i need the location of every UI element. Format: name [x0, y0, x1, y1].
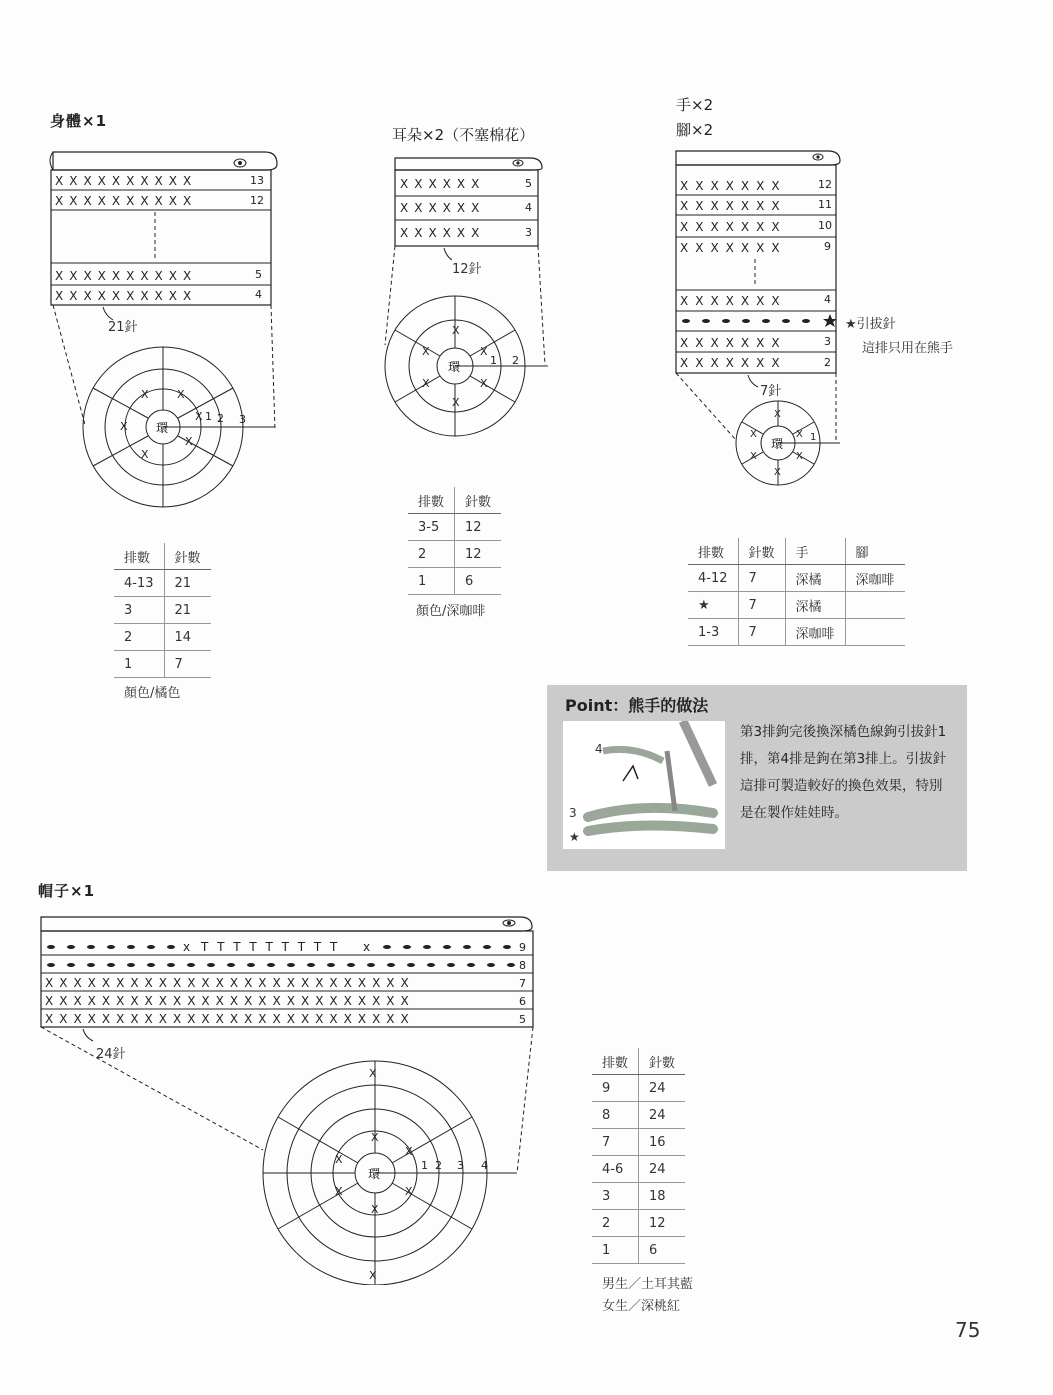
cell: 7 [592, 1129, 639, 1156]
limbs-center-label: 環 [771, 437, 784, 451]
hat-table-header: 排數 [592, 1048, 639, 1075]
table-row [592, 1129, 685, 1156]
limbs-diagram [668, 145, 848, 490]
ears-diagram [380, 150, 560, 440]
hat-center-label: 環 [368, 1167, 381, 1181]
cell: 2 [114, 624, 164, 651]
svg-text:X: X [750, 451, 757, 462]
cell: 3 [114, 597, 164, 624]
cell: 6 [639, 1237, 686, 1264]
table-row [114, 570, 211, 597]
hands-title: 手×2 [676, 96, 714, 114]
svg-text:7: 7 [519, 977, 526, 990]
cell: 21 [164, 570, 211, 597]
ears-table-header: 針數 [455, 487, 502, 514]
cell: 24 [639, 1075, 686, 1102]
cell: 7 [164, 651, 211, 678]
cell: 21 [164, 597, 211, 624]
body-table [114, 543, 211, 678]
svg-text:x: x [363, 940, 371, 954]
svg-text:1: 1 [490, 354, 497, 367]
table-row [592, 1102, 685, 1129]
page-number: 75 [955, 1318, 981, 1342]
point-fig-label: 4 [595, 742, 603, 756]
cell [845, 592, 905, 619]
svg-text:X: X [796, 429, 803, 440]
svg-text:3: 3 [457, 1159, 464, 1172]
svg-text:X: X [185, 435, 193, 448]
table-row [592, 1156, 685, 1183]
svg-text:X: X [371, 1203, 379, 1216]
svg-text:XXXXXXXXXX: XXXXXXXXXX [55, 289, 198, 303]
feet-title: 腳×2 [676, 121, 714, 139]
svg-text:XXXXXX: XXXXXX [400, 201, 486, 215]
hat-table-header: 針數 [639, 1048, 686, 1075]
svg-text:XXXXXXXXXXXXXXXXXXXXXXXXXX: XXXXXXXXXXXXXXXXXXXXXXXXXX [45, 994, 415, 1008]
svg-text:3: 3 [525, 226, 532, 239]
cell: 12 [455, 514, 502, 541]
svg-text:X: X [195, 410, 203, 423]
hat-color-boy: 男生／土耳其藍 [602, 1277, 694, 1292]
svg-text:10: 10 [818, 219, 832, 232]
svg-text:X: X [750, 429, 757, 440]
ears-center-label: 環 [448, 360, 461, 374]
svg-text:X: X [369, 1269, 377, 1282]
svg-text:12: 12 [818, 178, 832, 191]
table-row [592, 1075, 685, 1102]
svg-text:XXXXXXX: XXXXXXX [680, 294, 787, 308]
limbs-table-header: 腳 [845, 538, 905, 565]
point-illustration [563, 721, 725, 849]
svg-text:X: X [796, 451, 803, 462]
svg-text:XXXXXXX: XXXXXXX [680, 220, 787, 234]
svg-text:X: X [422, 345, 430, 358]
svg-text:X: X [335, 1153, 343, 1166]
cell: 7 [738, 565, 785, 592]
svg-text:X: X [405, 1145, 413, 1158]
svg-text:11: 11 [818, 198, 832, 211]
cell: 8 [592, 1102, 639, 1129]
point-fig-label: 3 [569, 806, 577, 820]
cell: 18 [639, 1183, 686, 1210]
limbs-table [688, 538, 905, 646]
cell: 深咖啡 [845, 565, 905, 592]
cell: ★ [688, 592, 738, 619]
cell: 24 [639, 1102, 686, 1129]
hat-diagram [35, 905, 545, 1285]
svg-text:X: X [369, 1067, 377, 1080]
svg-text:XXXXXX: XXXXXX [400, 177, 486, 191]
svg-text:2: 2 [512, 354, 519, 367]
table-row [114, 651, 211, 678]
hat-color-girl: 女生／深桃紅 [602, 1299, 681, 1314]
point-text: 第3排鉤完後換深橘色線鉤引拔針1排，第4排是鉤在第3排上。引拔針這排可製造較好的換色效果，特別是在製作娃娃時。 [740, 724, 947, 821]
body-diagram [45, 140, 285, 510]
cell: 12 [455, 541, 502, 568]
table-row [592, 1210, 685, 1237]
cell: 14 [164, 624, 211, 651]
svg-text:X: X [774, 409, 781, 420]
svg-text:8: 8 [519, 959, 526, 972]
cell: 1 [114, 651, 164, 678]
svg-text:X: X [335, 1185, 343, 1198]
ears-title: 耳朵×2（不塞棉花） [392, 126, 535, 144]
svg-text:X: X [371, 1131, 379, 1144]
cell: 4-12 [688, 565, 738, 592]
svg-text:4: 4 [255, 288, 262, 301]
svg-text:5: 5 [255, 268, 262, 281]
cell: 3 [592, 1183, 639, 1210]
svg-text:X: X [480, 377, 488, 390]
table-row [592, 1183, 685, 1210]
hat-stitch-count: 24針 [96, 1047, 126, 1062]
svg-text:6: 6 [519, 995, 526, 1008]
cell: 6 [455, 568, 502, 595]
point-fig-label: ★ [569, 830, 580, 844]
hat-title: 帽子×1 [38, 882, 96, 900]
svg-text:13: 13 [250, 174, 264, 187]
svg-text:x: x [183, 940, 191, 954]
limbs-stitch-count: 7針 [760, 384, 782, 399]
cell: 9 [592, 1075, 639, 1102]
ears-color-note: 顏色/深咖啡 [416, 604, 486, 619]
svg-text:X: X [141, 448, 149, 461]
svg-text:X: X [774, 467, 781, 478]
ears-stitch-count: 12針 [452, 262, 482, 277]
body-table-header: 針數 [164, 543, 211, 570]
hat-table [592, 1048, 685, 1264]
cell [845, 619, 905, 646]
cell: 深橘 [785, 565, 845, 592]
cell: 7 [738, 592, 785, 619]
svg-text:1: 1 [421, 1159, 428, 1172]
table-row [408, 568, 501, 595]
point-box [547, 685, 967, 871]
limbs-table-header: 手 [785, 538, 845, 565]
svg-text:X: X [452, 324, 460, 337]
svg-text:X: X [177, 388, 185, 401]
cell: 2 [408, 541, 455, 568]
svg-text:1: 1 [810, 432, 817, 443]
slip-stitch-label: ★引拔針 [845, 317, 896, 332]
svg-text:4: 4 [525, 201, 532, 214]
svg-text:XXXXXXX: XXXXXXX [680, 356, 787, 370]
svg-text:XXXXXXXXXXXXXXXXXXXXXXXXXX: XXXXXXXXXXXXXXXXXXXXXXXXXX [45, 976, 415, 990]
svg-text:XXXXXX: XXXXXX [400, 226, 486, 240]
svg-text:1: 1 [205, 410, 212, 423]
table-row [688, 565, 905, 592]
svg-text:2: 2 [435, 1159, 442, 1172]
cell: 1 [592, 1237, 639, 1264]
limbs-table-header: 針數 [738, 538, 785, 565]
ears-table [408, 487, 501, 595]
svg-text:XXXXXXX: XXXXXXX [680, 241, 787, 255]
ears-table-header: 排數 [408, 487, 455, 514]
cell: 12 [639, 1210, 686, 1237]
svg-text:X: X [120, 420, 128, 433]
svg-text:9: 9 [519, 941, 526, 954]
cell: 1 [408, 568, 455, 595]
svg-text:2: 2 [824, 356, 831, 369]
svg-text:3: 3 [239, 413, 246, 426]
svg-text:X: X [480, 345, 488, 358]
cell: 3-5 [408, 514, 455, 541]
cell: 深橘 [785, 592, 845, 619]
svg-text:XXXXXXXXXX: XXXXXXXXXX [55, 269, 198, 283]
svg-text:4: 4 [824, 293, 831, 306]
limbs-table-header: 排數 [688, 538, 738, 565]
table-row [688, 592, 905, 619]
cell: 7 [738, 619, 785, 646]
svg-text:TTTTTTTTT: TTTTTTTTT [201, 940, 347, 954]
cell: 深咖啡 [785, 619, 845, 646]
table-row [408, 514, 501, 541]
svg-text:X: X [422, 377, 430, 390]
svg-text:9: 9 [824, 240, 831, 253]
svg-text:5: 5 [519, 1013, 526, 1026]
svg-text:12: 12 [250, 194, 264, 207]
svg-text:5: 5 [525, 177, 532, 190]
svg-text:4: 4 [481, 1159, 488, 1172]
body-center-label: 環 [156, 421, 169, 435]
table-row [688, 619, 905, 646]
svg-text:XXXXXXXXXX: XXXXXXXXXX [55, 174, 198, 188]
svg-text:XXXXXXXXXX: XXXXXXXXXX [55, 194, 198, 208]
cell: 1-3 [688, 619, 738, 646]
body-table-header: 排數 [114, 543, 164, 570]
svg-text:XXXXXXX: XXXXXXX [680, 336, 787, 350]
body-title: 身體×1 [50, 112, 108, 130]
body-stitch-count: 21針 [108, 320, 138, 335]
svg-text:X: X [141, 388, 149, 401]
cell: 4-6 [592, 1156, 639, 1183]
table-row [592, 1237, 685, 1264]
table-row [114, 597, 211, 624]
svg-text:X: X [405, 1185, 413, 1198]
svg-text:XXXXXXX: XXXXXXX [680, 179, 787, 193]
body-color-note: 顏色/橘色 [124, 686, 181, 701]
svg-text:XXXXXXX: XXXXXXX [680, 199, 787, 213]
cell: 24 [639, 1156, 686, 1183]
table-row [408, 541, 501, 568]
point-title: Point：熊手的做法 [565, 696, 709, 715]
slip-stitch-note: 這排只用在熊手 [862, 341, 954, 356]
cell: 16 [639, 1129, 686, 1156]
svg-text:X: X [452, 396, 460, 409]
svg-text:3: 3 [824, 335, 831, 348]
cell: 4-13 [114, 570, 164, 597]
svg-text:2: 2 [217, 412, 224, 425]
svg-text:XXXXXXXXXXXXXXXXXXXXXXXXXX: XXXXXXXXXXXXXXXXXXXXXXXXXX [45, 1012, 415, 1026]
cell: 2 [592, 1210, 639, 1237]
table-row [114, 624, 211, 651]
